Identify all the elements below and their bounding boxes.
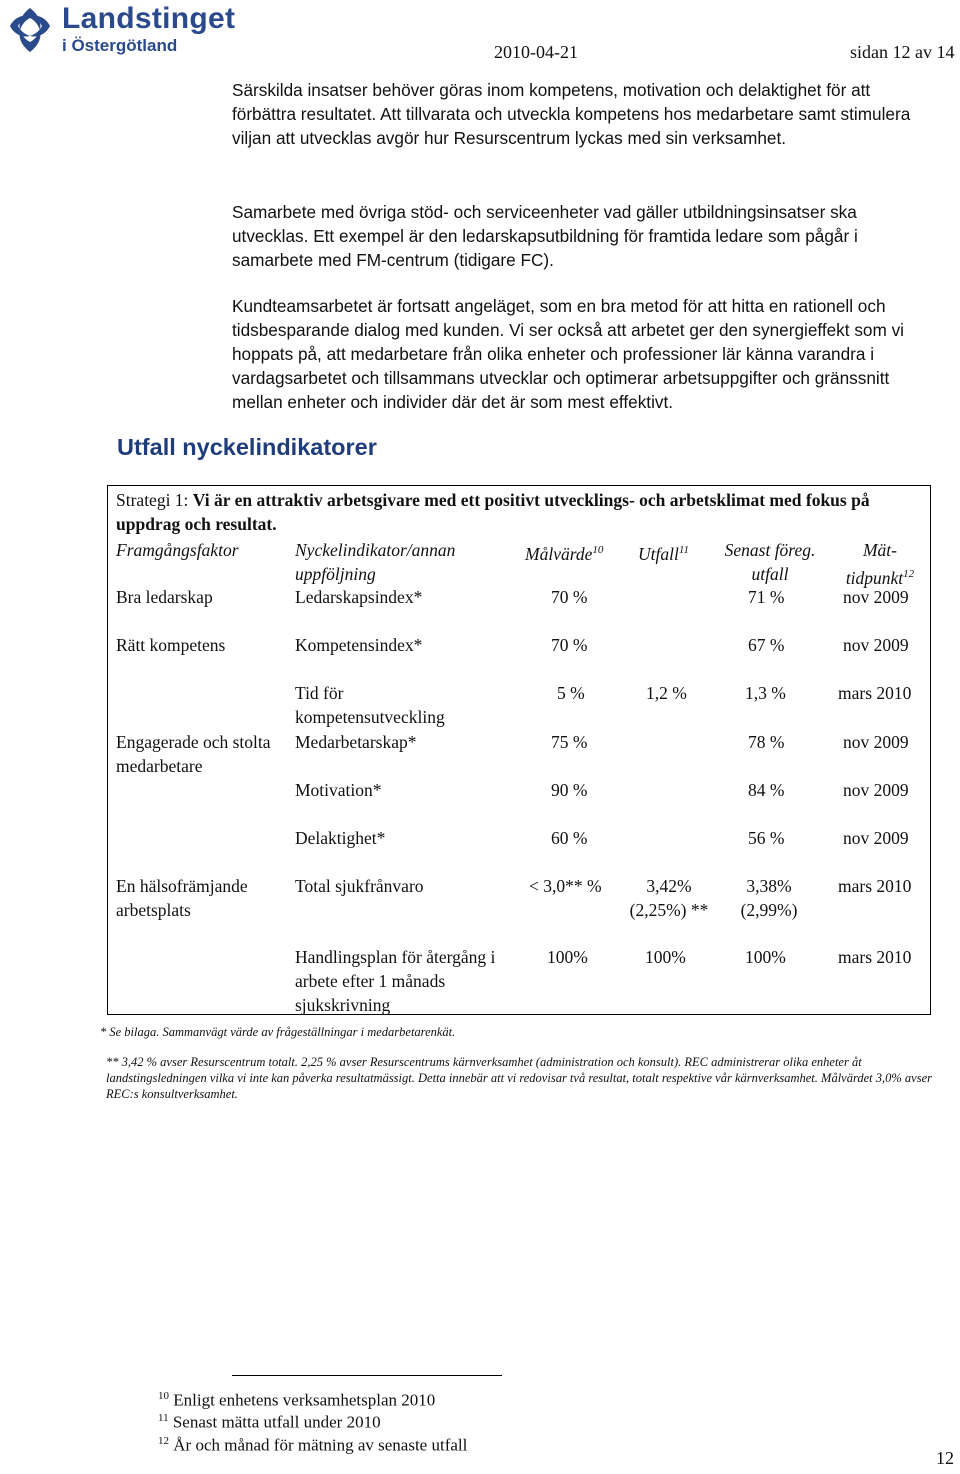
cell-target-4: 75 % — [551, 732, 588, 752]
header-outcome-sup: 11 — [678, 544, 690, 556]
cell-factor-7: En hälsofrämjande arbetsplats — [116, 876, 248, 920]
cell-target-2: 70 % — [551, 635, 588, 655]
landstinget-emblem-icon — [4, 4, 56, 56]
header-time — [830, 538, 930, 590]
cell-previous-5: 84 % — [748, 780, 785, 800]
cell-target-8: 100% — [547, 947, 588, 967]
header-indicator — [295, 538, 455, 586]
cell-outcome-3: 1,2 % — [646, 683, 687, 703]
header-previous — [710, 538, 830, 586]
cell-previous-7: 3,38% (2,99%) — [740, 876, 798, 920]
cell-indicator-3: Tid för kompetensutveckling — [295, 683, 445, 727]
cell-previous-4: 78 % — [748, 732, 785, 752]
note-star: * Se bilaga. Sammanvägt värde av frågeställningar i medarbetarenkät. — [100, 1025, 456, 1039]
footnote-10-number: 10 — [158, 1390, 169, 1402]
cell-previous-1: 71 % — [748, 587, 785, 607]
header-page-label: sidan 12 av 14 — [850, 42, 955, 62]
cell-indicator-2: Kompetensindex* — [295, 635, 423, 655]
strategy-prefix: Strategi 1: — [116, 490, 193, 510]
strategy-bold: Vi är en attraktiv arbetsgivare med ett positivt utvecklings- och arbetsklimat med fokus på uppdrag och resultat. — [116, 490, 870, 534]
header-target — [525, 538, 603, 566]
cell-indicator-5: Motivation* — [295, 780, 382, 800]
strategy-text — [116, 488, 926, 536]
cell-time-5: nov 2009 — [843, 780, 909, 800]
cell-target-1: 70 % — [551, 587, 588, 607]
cell-indicator-1: Ledarskapsindex* — [295, 587, 423, 607]
cell-target-3: 5 % — [557, 683, 585, 703]
footnote-divider — [232, 1375, 502, 1376]
paragraph-1: Särskilda insatser behöver göras inom kompetens, motivation och delaktighet för att förbättra resultatet. Att tillvarata och utveckla kompetens hos medarbetare samt stimulera viljan att utvecklas avgör hur Resurscentrum lyckas med sin verksamhet. — [232, 80, 911, 148]
header-indicator-l1: Nyckelindikator/annan — [295, 540, 456, 560]
cell-indicator-6: Delaktighet* — [295, 828, 386, 848]
cell-target-6: 60 % — [551, 828, 588, 848]
header-indicator-l2: uppföljning — [295, 564, 376, 584]
page-number: 12 — [936, 1448, 954, 1468]
header-factor: Framgångsfaktor — [116, 540, 239, 560]
section-title: Utfall nyckelindikatorer — [117, 434, 377, 460]
cell-outcome-7: 3,42% (2,25%) ** — [629, 876, 709, 920]
header-time-l2: tidpunkt — [845, 567, 904, 588]
header-previous-l1: Senast föreg. — [724, 540, 816, 560]
footnote-12-text: År och månad för mätning av senaste utfall — [169, 1435, 468, 1455]
cell-factor-2: Rätt kompetens — [116, 635, 226, 655]
cell-target-5: 90 % — [551, 780, 588, 800]
paragraph-3: Kundteamsarbetet är fortsatt angeläget, som en bra metod för att hitta en rationell och tidsbesparande dialog med kunden. Vi ser också att arbetet ger den synergieffekt som vi hoppats på, att medarbetare från olika enheter och professioner lär känna varandra i vardagsarbetet och tillsammans utvecklar och optimerar arbetsuppgifter och gränssnitt mellan enheter och individer där det är som mest effektivt. — [232, 296, 904, 412]
cell-time-1: nov 2009 — [843, 587, 909, 607]
header-outcome-label: Utfall — [638, 543, 679, 564]
cell-previous-6: 56 % — [748, 828, 785, 848]
footnote-12 — [158, 1430, 467, 1457]
cell-indicator-7: Total sjukfrånvaro — [295, 876, 424, 896]
footnote-11-text: Senast mätta utfall under 2010 — [168, 1412, 381, 1432]
cell-indicator-4: Medarbetarskap* — [295, 732, 417, 752]
header-outcome — [638, 538, 689, 566]
cell-indicator-8: Handlingsplan för återgång i arbete efter 1 månads sjukskrivning — [295, 947, 496, 1015]
cell-time-4: nov 2009 — [843, 732, 909, 752]
logo-subtitle: i Östergötland — [62, 36, 178, 55]
footnote-10-text: Enligt enhetens verksamhetsplan 2010 — [169, 1390, 436, 1410]
cell-previous-8: 100% — [745, 947, 786, 967]
footnote-11-number: 11 — [158, 1412, 169, 1424]
paragraph-2: Samarbete med övriga stöd- och serviceenheter vad gäller utbildningsinsatser ska utvecklas. Ett exempel är den ledarskapsutbildning för framtida ledare som pågår i samarbete med FM-centrum (tidigare FC). — [232, 202, 858, 270]
header-date: 2010-04-21 — [494, 42, 578, 62]
header-target-sup: 10 — [592, 544, 604, 556]
cell-time-3: mars 2010 — [838, 683, 912, 703]
header-previous-l2: utfall — [751, 564, 789, 584]
footnote-12-number: 12 — [158, 1435, 169, 1447]
cell-time-7: mars 2010 — [838, 876, 912, 896]
cell-previous-3: 1,3 % — [745, 683, 786, 703]
cell-time-8: mars 2010 — [838, 947, 912, 967]
cell-target-7: < 3,0** % — [529, 876, 602, 896]
cell-time-6: nov 2009 — [843, 828, 909, 848]
cell-previous-2: 67 % — [748, 635, 785, 655]
cell-factor-3: Engagerade och stolta medarbetare — [116, 732, 271, 776]
header-target-label: Målvärde — [525, 543, 593, 564]
header-time-sup: 12 — [903, 568, 915, 580]
note-double-star: ** 3,42 % avser Resurscentrum totalt. 2,25 % avser Resurscentrums kärnverksamhet (administration och konsult). REC administrerar olika enheter åt landstingsledningen vilka vi inte kan påverka resultatmässigt. Detta innebär att vi redovisar två resultat, totalt respektive vår kärnverksamhet. Målvärdet 3,0% avser REC:s konsultverksamhet. — [106, 1055, 932, 1101]
logo-title: Landstinget — [62, 2, 236, 35]
header-time-l1: Mät- — [862, 540, 898, 560]
cell-outcome-8: 100% — [645, 947, 686, 967]
landstinget-logo — [4, 2, 244, 58]
cell-factor-1: Bra ledarskap — [116, 587, 213, 607]
cell-time-2: nov 2009 — [843, 635, 909, 655]
